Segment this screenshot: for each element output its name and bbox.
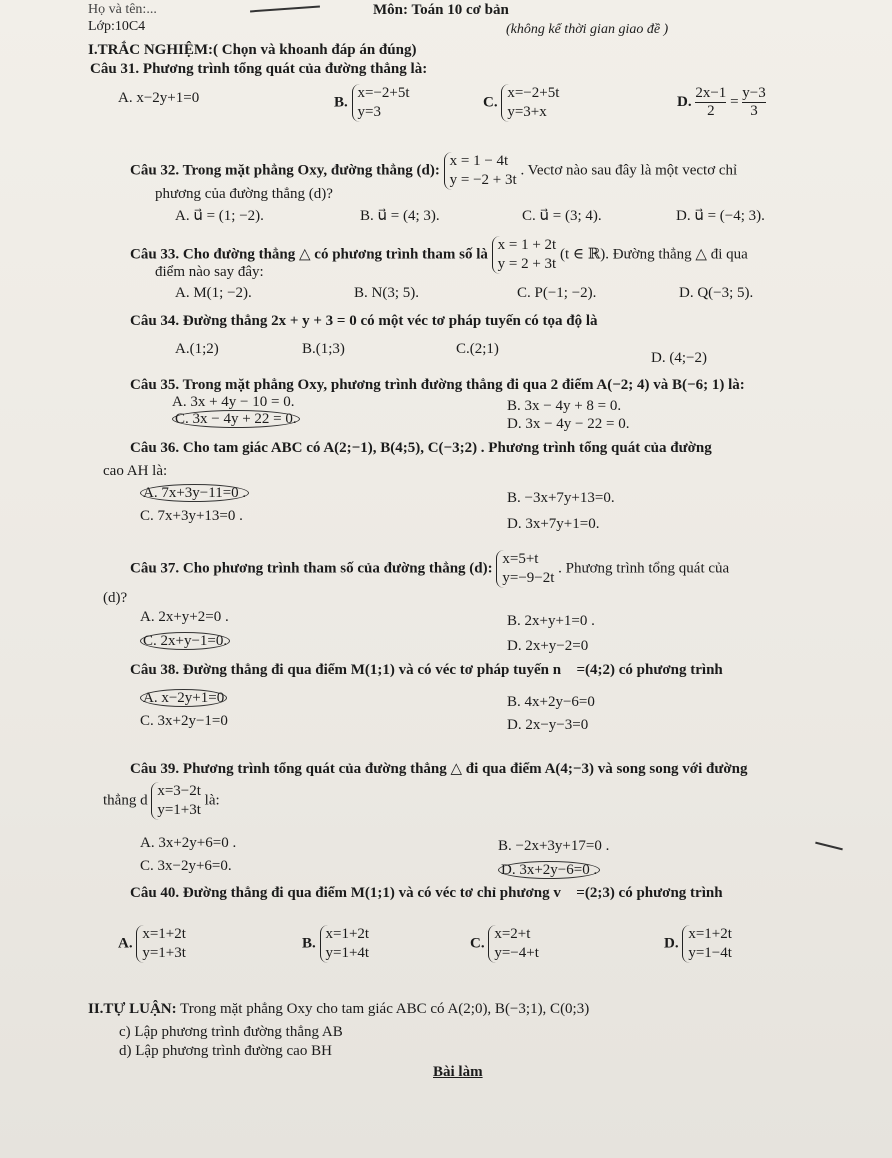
q37-stem-cont: (d)? [103,590,128,606]
q35-stem: Câu 35. Trong mặt phẳng Oxy, phương trình đường thẳng đi qua 2 điểm A(−2; 4) và B(−6; 1) là: [130,377,745,393]
class-line: Lớp:10C4 [88,19,146,34]
q34-option-a[interactable]: A.(1;2) [175,341,219,357]
q39-stem: Câu 39. Phương trình tổng quát của đường thẳng △ đi qua điểm A(4;−3) và song song với đường [130,761,748,777]
q39-option-d[interactable]: D. 3x+2y−6=0 . [498,862,600,879]
q33-option-a[interactable]: A. M(1; −2). [175,285,252,301]
q32-stem: Câu 32. Trong mặt phẳng Oxy, đường thẳng (d): x = 1 − 4t y = −2 + 3t . Vectơ nào sau đây là một vectơ chỉ [130,153,738,188]
q32-stem-cont: phương của đường thẳng (d)? [155,186,333,202]
section2-heading: II.TỰ LUẬN: Trong mặt phẳng Oxy cho tam giác ABC có A(2;0), B(−3;1), C(0;3) [88,1001,590,1017]
q34-stem: Câu 34. Đường thẳng 2x + y + 3 = 0 có một véc tơ pháp tuyến có tọa độ là [130,313,598,329]
q38-option-b[interactable]: B. 4x+2y−6=0 [507,694,595,710]
q33-stem: Câu 33. Cho đường thẳng △ có phương trình tham số là x = 1 + 2t y = 2 + 3t (t ∈ ℝ). Đường thẳng △ đi qua [130,237,748,272]
q40-option-d[interactable]: D. x=1+2t y=1−4t [664,926,732,961]
q37-option-c[interactable]: C. 2x+y−1=0. [140,633,230,650]
q40-option-c[interactable]: C. x=2+t y=−4+t [470,926,539,961]
q37-option-a[interactable]: A. 2x+y+2=0 . [140,609,229,625]
q40-stem: Câu 40. Đường thẳng đi qua điểm M(1;1) và có véc tơ chỉ phương v⃗ =(2;3) có phương trình [130,885,723,901]
q36-option-d[interactable]: D. 3x+7y+1=0. [507,516,600,532]
q35-option-c[interactable]: C. 3x − 4y + 22 = 0. [172,411,300,428]
q37-option-d[interactable]: D. 2x+y−2=0 [507,638,589,654]
essay-part-d: d) Lập phương trình đường cao BH [119,1043,332,1059]
subject-title: Môn: Toán 10 cơ bản [373,2,509,18]
name-line: Họ và tên:... [88,2,157,17]
q38-option-a[interactable]: A. x−2y+1=0 [140,690,227,707]
q35-option-d[interactable]: D. 3x − 4y − 22 = 0. [507,416,630,432]
q31-stem: Câu 31. Phương trình tổng quát của đường thẳng là: [90,61,428,77]
work-area-label: Bài làm [433,1064,483,1080]
section1-title: I.TRẮC NGHIỆM:( Chọn và khoanh đáp án đúng) [88,42,417,58]
q39-stem-cont: thẳng d x=3−2t y=1+3t là: [103,783,220,818]
q31-option-a[interactable]: A. x−2y+1=0 [118,90,200,106]
q40-option-a[interactable]: A. x=1+2t y=1+3t [118,926,186,961]
q34-option-c[interactable]: C.(2;1) [456,341,499,357]
q38-option-c[interactable]: C. 3x+2y−1=0 [140,713,228,729]
q36-option-a[interactable]: A. 7x+3y−11=0 . [140,485,249,502]
handwriting-stroke [250,6,320,13]
q36-option-b[interactable]: B. −3x+7y+13=0. [507,490,615,506]
q36-stem-cont: cao AH là: [103,463,168,479]
q37-option-b[interactable]: B. 2x+y+1=0 . [507,613,595,629]
q33-option-b[interactable]: B. N(3; 5). [354,285,419,301]
q37-stem: Câu 37. Cho phương trình tham số của đường thẳng (d): x=5+t y=−9−2t . Phương trình tổng quát của [130,551,730,586]
q32-option-d[interactable]: D. u⃗ = (−4; 3). [676,208,765,224]
q33-option-c[interactable]: C. P(−1; −2). [517,285,597,301]
time-note: (không kể thời gian giao đề ) [506,22,669,37]
q35-option-a[interactable]: A. 3x + 4y − 10 = 0. [172,394,295,410]
q38-stem: Câu 38. Đường thẳng đi qua điểm M(1;1) và có véc tơ pháp tuyến n⃗ =(4;2) có phương trình [130,662,723,678]
q32-option-a[interactable]: A. u⃗ = (1; −2). [175,208,264,224]
q39-option-a[interactable]: A. 3x+2y+6=0 . [140,835,237,851]
q34-option-b[interactable]: B.(1;3) [302,341,345,357]
q31-option-d[interactable]: D. $\frac{2x-1}{2}$ = $\frac{y-3}{3}$ [677,85,766,119]
q32-option-b[interactable]: B. u⃗ = (4; 3). [360,208,440,224]
q38-option-d[interactable]: D. 2x−y−3=0 [507,717,589,733]
q36-option-c[interactable]: C. 7x+3y+13=0 . [140,508,243,524]
q39-option-c[interactable]: C. 3x−2y+6=0. [140,858,232,874]
pen-mark [815,842,843,851]
q32-option-c[interactable]: C. u⃗ = (3; 4). [522,208,602,224]
q33-option-d[interactable]: D. Q(−3; 5). [679,285,754,301]
q31-option-b[interactable]: B. x=−2+5t y=3 [334,85,410,120]
q39-option-b[interactable]: B. −2x+3y+17=0 . [498,838,610,854]
essay-part-c: c) Lập phương trình đường thẳng AB [119,1024,343,1040]
q35-option-b[interactable]: B. 3x − 4y + 8 = 0. [507,398,622,414]
q33-stem-cont: điểm nào say đây: [155,264,264,280]
q36-stem: Câu 36. Cho tam giác ABC có A(2;−1), B(4;5), C(−3;2) . Phương trình tổng quát của đường [130,440,712,456]
q31-option-c[interactable]: C. x=−2+5t y=3+x [483,85,560,120]
q40-option-b[interactable]: B. x=1+2t y=1+4t [302,926,370,961]
q34-option-d[interactable]: D. (4;−2) [651,350,707,366]
